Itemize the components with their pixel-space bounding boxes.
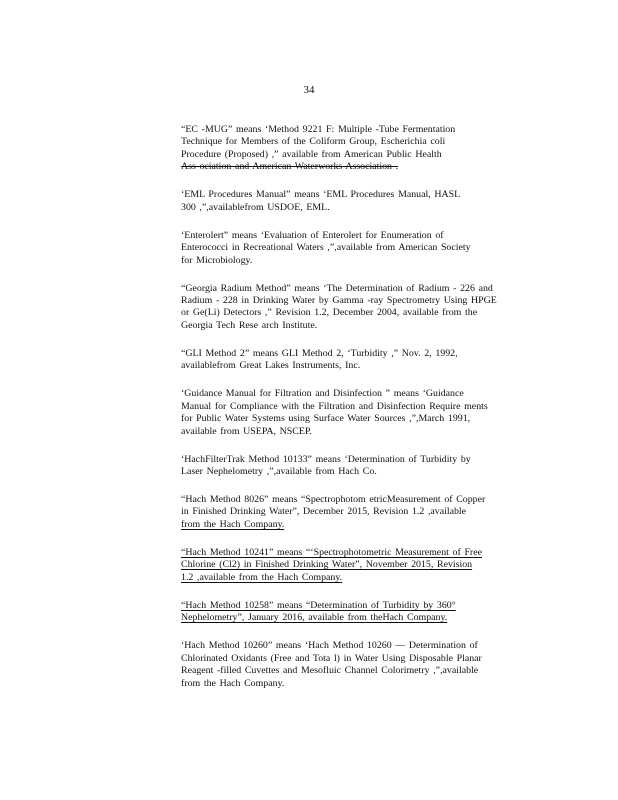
definition-line: available from USEPA, NSCEP.: [181, 425, 312, 437]
definition-line: ‘Hach Method 10260” means ‘Hach Method 10260 — Determination of: [181, 640, 478, 652]
definition-line: Chlorinated Oxidants (Free and Tota l) in Water Using Disposable Planar: [181, 652, 482, 664]
definition-hach-filtertrak: [181, 454, 535, 479]
definition-line: ‘HachFilterTrak Method 10133” means ‘Determination of Turbidity by: [181, 453, 471, 465]
definition-georgia-radium-method: [181, 283, 535, 333]
definition-line: “EC -MUG” means ‘Method 9221 F: Multiple -Tube Fermentation: [181, 124, 456, 135]
definition-line: Technique for Members of the Coliform Group, Escherichia coli: [181, 136, 446, 148]
definition-line: 300 ,”,availablefrom USDOE, EML.: [181, 201, 330, 213]
definition-line: Enterococci in Recreational Waters ,”,available from American Society: [181, 242, 471, 254]
definition-hach-method-8026: [181, 494, 535, 531]
definition-line: “Hach Method 10241” means “‘Spectrophotometric Measurement of Free: [181, 546, 482, 558]
definition-line: Radium - 228 in Drinking Water by Gamma -ray Spectrometry Using HPGE: [181, 295, 497, 307]
definition-line: “Georgia Radium Method” means ‘The Determination of Radium - 226 and: [181, 282, 493, 294]
definition-line: “GLI Method 2” means GLI Method 2, ‘Turbidity ,” Nov. 2, 1992,: [181, 347, 458, 359]
definitions-list: [181, 124, 535, 705]
definition-line: from the Hach Company.: [181, 518, 285, 530]
definition-line: Manual for Compliance with the Filtration and Disinfection Require ments: [181, 400, 488, 412]
definition-line: for Public Water Systems using Surface Water Sources ,”,March 1991,: [181, 413, 471, 425]
definition-line: ‘Guidance Manual for Filtration and Disinfection ” means ‘Guidance: [181, 388, 464, 400]
definition-line: Chlorine (Cl2) in Finished Drinking Water”, November 2015, Revision: [181, 559, 473, 571]
definition-enterolert: [181, 230, 535, 267]
definition-line: ‘Enterolert” means ‘Evaluation of Enterolert for Enumeration of: [181, 229, 444, 241]
definition-hach-method-10241: [181, 547, 535, 584]
definition-gli-method-2: [181, 348, 535, 373]
page-number: 34: [303, 84, 315, 96]
definition-line: in Finished Drinking Water”, December 2015, Revision 1.2 ,available: [181, 506, 467, 518]
definition-line: Reagent -filled Cuvettes and Mesofluic Channel Colorimetry ,”,available: [181, 665, 479, 677]
definition-line: from the Hach Company.: [181, 677, 285, 689]
definition-hach-method-10258: [181, 600, 535, 625]
definition-line: Procedure (Proposed) ,” available from American Public Health: [181, 148, 442, 160]
definition-guidance-manual: [181, 388, 535, 438]
definition-line: “Hach Method 8026” means “Spectrophotom etricMeasurement of Copper: [181, 494, 486, 506]
definition-line: 1.2 ,available from the Hach Company.: [181, 571, 343, 583]
definition-line: “Hach Method 10258” means “Determination of Turbidity by 360°: [181, 599, 456, 611]
definition-line: Nephelometry”, January 2016, available from theHach Company.: [181, 612, 448, 624]
definition-line: or Ge(Li) Detectors ,” Revision 1.2, December 2004, available from the: [181, 307, 478, 319]
definition-hach-method-10260: [181, 640, 535, 690]
definition-line: Laser Nephelometry ,”,available from Hach Co.: [181, 466, 377, 478]
definition-line: for Microbiology.: [181, 254, 253, 266]
definition-line: availablefrom Great Lakes Instruments, Inc.: [181, 360, 361, 372]
definition-line: ‘EML Procedures Manual” means ‘EML Procedures Manual, HASL: [181, 189, 461, 201]
definition-line: Ass ociation and American Waterworks Association .: [181, 161, 399, 173]
definition-line: Georgia Tech Rese arch Institute.: [181, 319, 318, 331]
definition-ec-mug: [181, 124, 535, 174]
definition-eml-procedures-manual: [181, 189, 535, 214]
